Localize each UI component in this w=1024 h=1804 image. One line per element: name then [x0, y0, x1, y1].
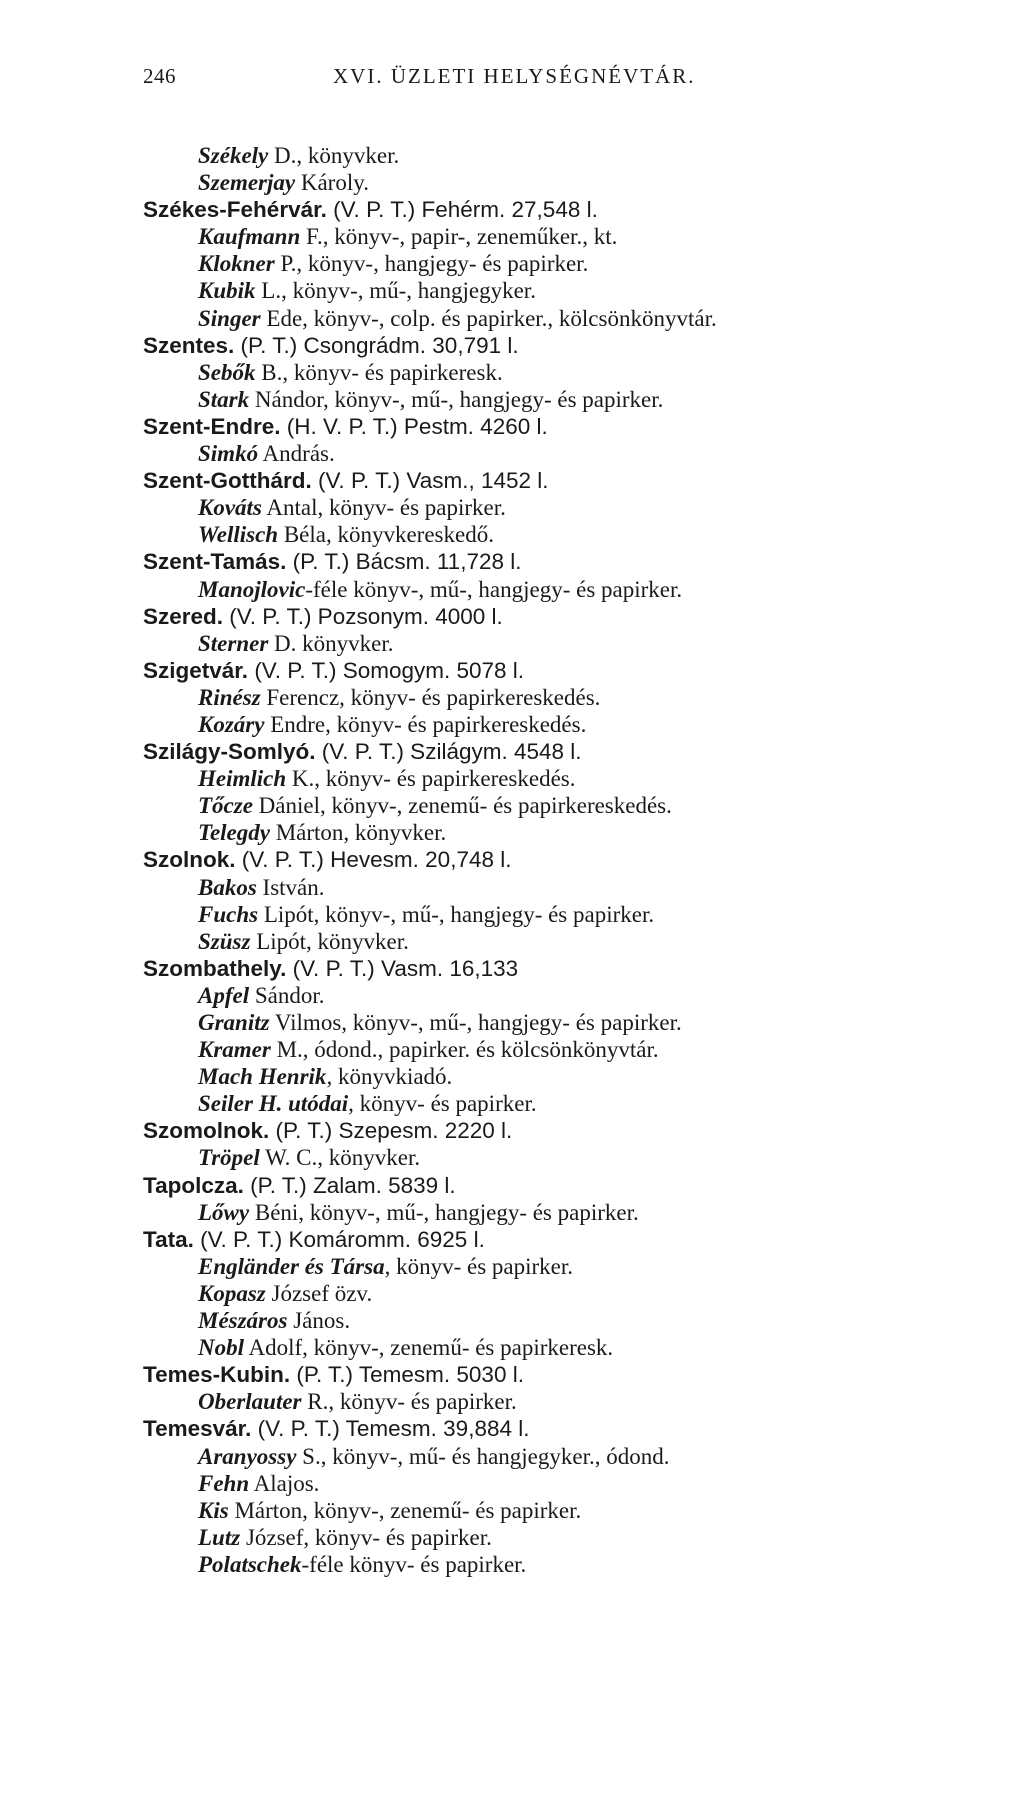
business-name: Székely	[198, 143, 269, 168]
place-heading	[0, 846, 1024, 873]
place-heading	[0, 603, 1024, 630]
business-entry	[0, 1036, 1024, 1063]
business-entry	[0, 765, 1024, 792]
place-name: Temes-Kubin.	[143, 1362, 291, 1388]
business-details: K., könyv- és papirkereskedés.	[286, 766, 576, 792]
place-name: Szent-Gotthárd.	[143, 468, 312, 494]
place-name: Szent-Tamás.	[143, 549, 287, 575]
business-details: Endre, könyv- és papirkereskedés.	[264, 711, 587, 737]
place-name: Szent-Endre.	[143, 413, 281, 439]
business-entry	[0, 494, 1024, 521]
business-entry	[0, 874, 1024, 901]
business-name: Telegdy	[198, 820, 270, 846]
business-entry	[0, 305, 1024, 332]
place-heading	[0, 196, 1024, 223]
business-name: Oberlauter	[198, 1389, 302, 1415]
business-name: Stark	[198, 386, 250, 412]
business-entry	[0, 386, 1024, 413]
business-name: Sebők	[198, 359, 256, 385]
business-entry	[0, 1253, 1024, 1280]
place-name: Szered.	[143, 603, 224, 629]
place-heading	[0, 955, 1024, 982]
business-name: Kis	[198, 1497, 229, 1523]
place-heading	[0, 332, 1024, 359]
business-name: Lutz	[198, 1524, 241, 1550]
business-entry	[0, 630, 1024, 657]
place-name: Szolnok.	[143, 847, 236, 873]
business-entry	[0, 277, 1024, 304]
business-entry	[0, 142, 1024, 169]
place-name: Szentes.	[143, 332, 235, 358]
business-entry	[0, 169, 1024, 196]
place-details: (P. T.) Temesm. 5030 l.	[290, 1362, 524, 1388]
place-name: Szilágy-Somlyó.	[143, 739, 316, 765]
business-details: , könyv- és papirker.	[348, 1091, 537, 1117]
business-details: -féle könyv- és papirker.	[301, 1551, 527, 1577]
business-details: Lipót, könyv-, mű-, hangjegy- és papirker.	[258, 901, 655, 927]
place-details: (P. T.) Csongrádm. 30,791 l.	[234, 332, 519, 358]
business-name: Szemerjay	[198, 170, 296, 196]
business-details: F., könyv-, papir-, zeneműker., kt.	[300, 224, 618, 250]
business-name: Tőcze	[198, 793, 253, 819]
place-details: (V. P. T.) Vasm., 1452 l.	[311, 468, 549, 494]
business-entry	[0, 1524, 1024, 1551]
business-name: Nobl	[198, 1335, 244, 1361]
place-name: Temesvár.	[143, 1416, 252, 1442]
business-entry	[0, 928, 1024, 955]
business-entry	[0, 901, 1024, 928]
place-details: (V. P. T.) Szilágym. 4548 l.	[315, 739, 582, 765]
business-name: Manojlovic	[198, 576, 306, 602]
business-details: L., könyv-, mű-, hangjegyker.	[255, 278, 536, 304]
business-entry	[0, 819, 1024, 846]
running-title: XVI. ÜZLETI HELYSÉGNÉVTÁR.	[333, 64, 696, 88]
business-entry	[0, 440, 1024, 467]
business-name: Fuchs	[198, 901, 259, 927]
place-heading	[0, 1415, 1024, 1442]
place-heading	[0, 657, 1024, 684]
business-name: Heimlich	[198, 766, 287, 792]
business-entry	[0, 1388, 1024, 1415]
business-name: Seiler H. utódai	[198, 1091, 349, 1117]
place-details: (V. P. T.) Komáromm. 6925 l.	[193, 1226, 485, 1252]
business-entry	[0, 1470, 1024, 1497]
place-name: Szombathely.	[143, 955, 287, 981]
place-heading	[0, 548, 1024, 575]
business-details: D. könyvker.	[268, 630, 394, 656]
business-name: Wellisch	[198, 522, 279, 548]
business-name: Klokner	[198, 251, 275, 277]
place-heading	[0, 738, 1024, 765]
business-name: Kozáry	[198, 711, 265, 737]
business-name: Mach Henrik	[198, 1064, 327, 1090]
business-entry	[0, 982, 1024, 1009]
place-name: Szigetvár.	[143, 657, 249, 683]
place-name: Székes-Fehérvár.	[143, 197, 327, 223]
business-entry	[0, 1307, 1024, 1334]
business-name: Lőwy	[198, 1199, 250, 1225]
place-heading	[0, 1117, 1024, 1144]
business-details: R., könyv- és papirker.	[301, 1389, 517, 1415]
place-heading	[0, 1172, 1024, 1199]
place-heading	[0, 1361, 1024, 1388]
business-name: Singer	[198, 305, 261, 331]
business-name: Polatschek	[198, 1551, 302, 1577]
business-name: Simkó	[198, 441, 259, 467]
place-details: (V. P. T.) Hevesm. 20,748 l.	[235, 847, 512, 873]
place-name: Tapolcza.	[143, 1172, 244, 1198]
business-name: Engländer és Társa	[198, 1253, 385, 1279]
business-name: Kováts	[198, 495, 262, 521]
business-details: W. C., könyvker.	[259, 1145, 421, 1171]
business-details: Dániel, könyv-, zenemű- és papirkereskedés.	[252, 793, 672, 819]
business-entry	[0, 521, 1024, 548]
business-name: Tröpel	[198, 1145, 260, 1171]
business-details: S., könyv-, mű- és hangjegyker., ódond.	[296, 1443, 670, 1469]
business-name: Apfel	[198, 982, 250, 1008]
business-details: , könyvkiadó.	[326, 1064, 453, 1090]
business-details: István.	[256, 874, 325, 900]
business-details: Nándor, könyv-, mű-, hangjegy- és papirker.	[249, 386, 664, 412]
business-details: Ferencz, könyv- és papirkereskedés.	[260, 684, 601, 710]
place-heading	[0, 1226, 1024, 1253]
business-entry	[0, 1497, 1024, 1524]
business-details: Béla, könyvkereskedő.	[278, 522, 494, 548]
directory-listing	[0, 142, 1024, 1578]
business-entry	[0, 1144, 1024, 1171]
business-details: , könyv- és papirker.	[384, 1253, 574, 1279]
business-details: Lipót, könyvker.	[250, 928, 409, 954]
business-details: Márton, könyvker.	[269, 820, 447, 846]
business-entry	[0, 223, 1024, 250]
business-name: Sterner	[198, 630, 269, 656]
business-entry	[0, 359, 1024, 386]
business-entry	[0, 1280, 1024, 1307]
business-name: Rinész	[198, 684, 261, 710]
place-details: (V. P. T.) Temesm. 39,884 l.	[251, 1416, 530, 1442]
place-details: (H. V. P. T.) Pestm. 4260 l.	[280, 413, 548, 439]
business-details: P., könyv-, hangjegy- és papirker.	[274, 251, 589, 277]
place-details: (V. P. T.) Pozsonym. 4000 l.	[223, 603, 503, 629]
place-details: (P. T.) Szepesm. 2220 l.	[269, 1118, 513, 1144]
business-details: Adolf, könyv-, zenemű- és papirkeresk.	[244, 1335, 614, 1361]
business-entry	[0, 1334, 1024, 1361]
business-name: Bakos	[198, 874, 257, 900]
business-details: János.	[287, 1308, 351, 1334]
business-details: András.	[258, 441, 335, 467]
business-name: Kaufmann	[198, 224, 301, 250]
business-entry	[0, 684, 1024, 711]
business-details: Sándor.	[249, 982, 325, 1008]
business-details: József, könyv- és papirker.	[240, 1524, 492, 1550]
place-heading	[0, 413, 1024, 440]
business-entry	[0, 1009, 1024, 1036]
page-number: 246	[143, 64, 176, 88]
business-entry	[0, 576, 1024, 603]
business-details: -féle könyv-, mű-, hangjegy- és papirker.	[305, 576, 683, 602]
business-details: József özv.	[265, 1280, 373, 1306]
place-name: Tata.	[143, 1226, 194, 1252]
place-details: (V. P. T.) Somogym. 5078 l.	[248, 657, 525, 683]
business-name: Kubik	[198, 278, 256, 304]
business-details: Ede, könyv-, colp. és papirker., kölcsönkönyvtár.	[260, 305, 717, 331]
business-details: D., könyvker.	[268, 143, 400, 168]
place-heading	[0, 467, 1024, 494]
business-details: B., könyv- és papirkeresk.	[255, 359, 503, 385]
business-entry	[0, 250, 1024, 277]
business-name: Mészáros	[198, 1308, 288, 1334]
business-entry	[0, 711, 1024, 738]
business-name: Fehn	[198, 1470, 250, 1496]
business-details: Alajos.	[249, 1470, 320, 1496]
business-details: Vilmos, könyv-, mű-, hangjegy- és papirker.	[269, 1010, 682, 1035]
business-entry	[0, 1199, 1024, 1226]
place-details: (P. T.) Bácsm. 11,728 l.	[286, 549, 522, 575]
business-name: Kopasz	[198, 1280, 266, 1306]
place-details: (P. T.) Zalam. 5839 l.	[243, 1172, 456, 1198]
business-name: Aranyossy	[198, 1443, 297, 1469]
business-entry	[0, 792, 1024, 819]
business-entry	[0, 1443, 1024, 1470]
business-entry	[0, 1551, 1024, 1578]
place-details: (V. P. T.) Vasm. 16,133	[286, 955, 519, 981]
business-name: Szüsz	[198, 928, 251, 954]
business-details: M., ódond., papirker. és kölcsönkönyvtár.	[270, 1037, 659, 1063]
business-entry	[0, 1063, 1024, 1090]
business-name: Granitz	[198, 1010, 270, 1035]
business-details: Antal, könyv- és papirker.	[261, 495, 506, 521]
business-name: Kramer	[198, 1037, 271, 1063]
business-entry	[0, 1090, 1024, 1117]
business-details: Béni, könyv-, mű-, hangjegy- és papirker.	[249, 1199, 639, 1225]
business-details: Károly.	[295, 170, 369, 196]
business-details: Márton, könyv-, zenemű- és papirker.	[228, 1497, 582, 1523]
place-name: Szomolnok.	[143, 1118, 270, 1144]
place-details: (V. P. T.) Fehérm. 27,548 l.	[326, 197, 598, 223]
